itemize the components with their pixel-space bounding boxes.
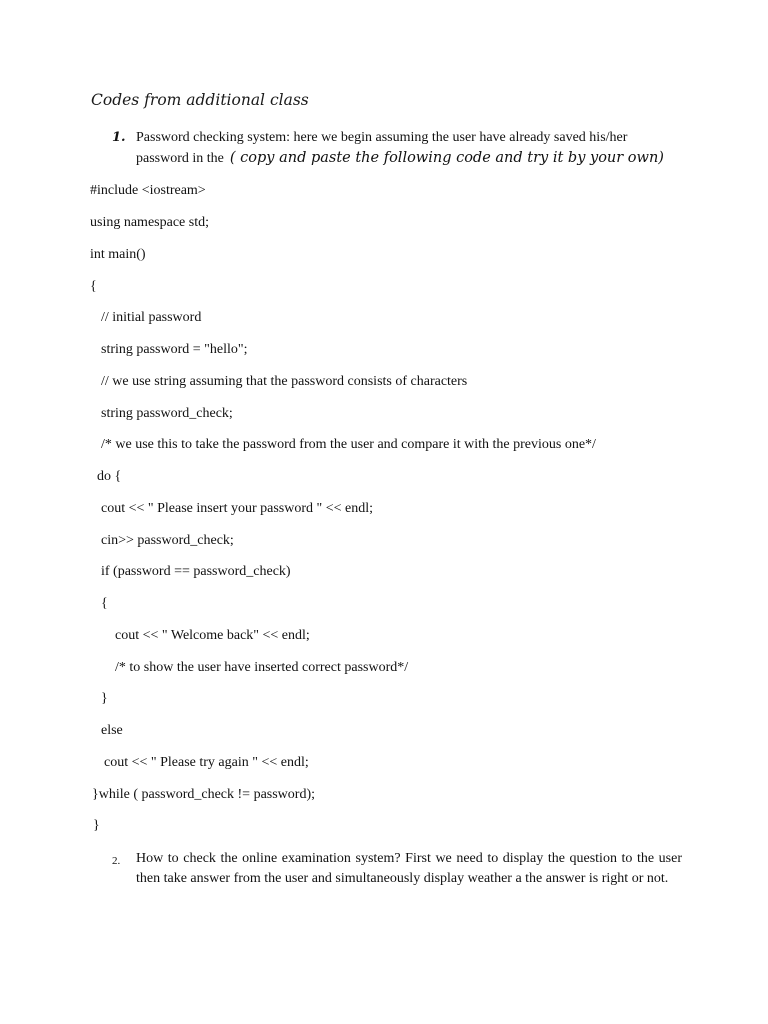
- code-line: else: [101, 723, 123, 738]
- code-line: int main(): [90, 247, 146, 262]
- code-line: do {: [97, 469, 122, 484]
- code-line: }: [101, 691, 108, 706]
- code-line: }: [93, 818, 100, 833]
- list-item-text: Password checking system: here we begin assuming the user have already saved his/her password in the: [136, 130, 628, 166]
- list-item-number: 2.: [112, 855, 121, 867]
- code-line: /* to show the user have inserted correct password*/: [115, 660, 409, 675]
- code-line: #include <iostream>: [90, 183, 206, 198]
- code-line: {: [101, 596, 108, 611]
- code-line: string password = "hello";: [101, 342, 248, 357]
- code-line: }while ( password_check != password);: [92, 787, 316, 802]
- list-item-1: [112, 128, 682, 169]
- code-line: cout << " Welcome back" << endl;: [115, 628, 310, 643]
- code-line: cout << " Please try again " << endl;: [104, 755, 309, 770]
- code-line: /* we use this to take the password from the user and compare it with the previous one*/: [101, 437, 596, 452]
- code-line: // initial password: [101, 310, 202, 325]
- code-line: if (password == password_check): [101, 564, 291, 579]
- list-item-text: How to check the online examination system? First we need to display the question to the user then take answer from the user and simultaneously display weather a the answer is right or not.: [136, 851, 682, 886]
- code-line: // we use string assuming that the password consists of characters: [101, 374, 468, 389]
- instruction-note: ( copy and paste the following code and try it by your own): [229, 150, 664, 166]
- code-line: string password_check;: [101, 406, 233, 421]
- code-line: using namespace std;: [90, 215, 209, 230]
- list-item-number: 1.: [112, 130, 126, 145]
- code-line: cout << " Please insert your password " << endl;: [101, 501, 374, 516]
- list-item-2: [112, 849, 682, 889]
- code-line: cin>> password_check;: [101, 533, 234, 548]
- list-item-body: [136, 128, 682, 169]
- code-line: {: [90, 279, 97, 294]
- section-heading: Codes from additional class: [91, 91, 309, 109]
